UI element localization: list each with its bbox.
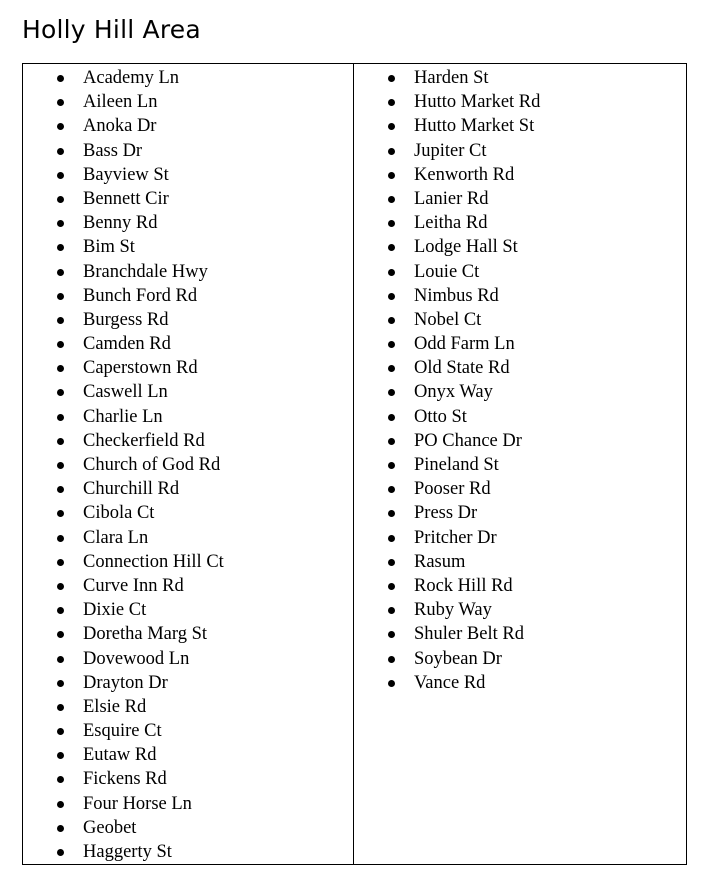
bullet-icon: [57, 196, 64, 203]
street-name: Esquire Ct: [83, 721, 162, 742]
list-item: [354, 260, 686, 284]
bullet-icon: [388, 414, 395, 421]
street-name: Dovewood Ln: [83, 648, 190, 669]
list-item: [354, 139, 686, 163]
list-item: [23, 695, 353, 719]
list-item: [23, 429, 353, 453]
street-name: Odd Farm Ln: [414, 334, 515, 355]
list-item: [23, 671, 353, 695]
bullet-icon: [57, 704, 64, 711]
list-item: [23, 622, 353, 646]
list-item: [354, 332, 686, 356]
list-item: [23, 550, 353, 574]
street-name: Caswell Ln: [83, 382, 168, 403]
bullet-icon: [57, 752, 64, 759]
list-item: [354, 308, 686, 332]
list-item: [23, 792, 353, 816]
table-cell-right-column: [354, 64, 687, 865]
bullet-icon: [57, 728, 64, 735]
list-item: [23, 840, 353, 864]
street-name: Pineland St: [414, 455, 499, 475]
street-name: Harden St: [414, 68, 489, 88]
list-item: [354, 526, 686, 550]
street-name: Branchdale Hwy: [83, 261, 208, 282]
street-name: Onyx Way: [414, 382, 493, 403]
bullet-icon: [388, 680, 395, 687]
street-name: Bass Dr: [83, 140, 143, 161]
street-name: Connection Hill Ct: [83, 551, 224, 572]
list-item: [23, 284, 353, 308]
list-item: [23, 235, 353, 259]
bullet-icon: [388, 172, 395, 179]
bullet-icon: [388, 317, 395, 324]
list-item: [23, 211, 353, 235]
street-name: Leitha Rd: [414, 213, 488, 234]
bullet-icon: [57, 220, 64, 227]
bullet-icon: [388, 656, 395, 663]
list-item: [23, 767, 353, 791]
street-name: Drayton Dr: [83, 672, 168, 693]
street-name: Otto St: [414, 406, 467, 427]
street-name: Rock Hill Rd: [414, 575, 513, 596]
street-name: Caperstown Rd: [83, 358, 198, 379]
bullet-icon: [388, 607, 395, 614]
street-name: Elsie Rd: [83, 696, 147, 717]
list-item: [354, 622, 686, 646]
list-item: [354, 598, 686, 622]
bullet-icon: [57, 656, 64, 663]
street-name: Press Dr: [414, 503, 478, 524]
bullet-icon: [57, 414, 64, 421]
street-name: Shuler Belt Rd: [414, 624, 524, 645]
street-name: Pooser Rd: [414, 479, 491, 500]
list-item: [23, 405, 353, 429]
bullet-icon: [57, 849, 64, 856]
list-item: [23, 114, 353, 138]
street-name: Lodge Hall St: [414, 237, 518, 258]
bullet-icon: [388, 244, 395, 251]
bullet-icon: [57, 365, 64, 372]
list-item: [23, 356, 353, 380]
bullet-icon: [388, 196, 395, 203]
street-name: Burgess Rd: [83, 309, 169, 330]
street-name: Vance Rd: [414, 672, 486, 693]
list-item: [354, 66, 686, 90]
street-name: Bennett Cir: [83, 188, 169, 209]
street-name: Cibola Ct: [83, 503, 155, 524]
bullet-icon: [57, 801, 64, 808]
street-name: Benny Rd: [83, 213, 158, 234]
street-name: Louie Ct: [414, 261, 480, 282]
list-item: [354, 284, 686, 308]
bullet-icon: [57, 559, 64, 566]
list-item: [354, 235, 686, 259]
bullet-icon: [57, 607, 64, 614]
bullet-icon: [57, 680, 64, 687]
bullet-icon: [57, 99, 64, 106]
street-name: Kenworth Rd: [414, 164, 515, 185]
list-item: [23, 501, 353, 525]
street-name: Soybean Dr: [414, 648, 502, 669]
street-name: Bayview St: [83, 164, 169, 185]
bullet-icon: [388, 438, 395, 445]
list-item: [23, 66, 353, 90]
bullet-icon: [57, 75, 64, 82]
bullet-icon: [57, 317, 64, 324]
bullet-icon: [57, 825, 64, 832]
bullet-icon: [57, 293, 64, 300]
list-item: [354, 453, 686, 477]
bullet-icon: [57, 438, 64, 445]
list-item: [23, 187, 353, 211]
street-name: Ruby Way: [414, 600, 492, 621]
street-name: Rasum: [414, 551, 466, 572]
bullet-icon: [388, 75, 395, 82]
street-name: Old State Rd: [414, 358, 510, 379]
list-item: [23, 598, 353, 622]
street-name: Hutto Market Rd: [414, 92, 541, 113]
list-item: [23, 574, 353, 598]
street-name: Eutaw Rd: [83, 745, 157, 766]
list-item: [23, 308, 353, 332]
list-item: [23, 90, 353, 114]
bullet-icon: [388, 510, 395, 517]
bullet-icon: [388, 220, 395, 227]
street-name: Geobet: [83, 817, 137, 838]
list-item: [23, 453, 353, 477]
bullet-icon: [57, 631, 64, 638]
street-name: Dixie Ct: [83, 600, 147, 621]
street-name: Churchill Rd: [83, 479, 180, 500]
bullet-icon: [388, 631, 395, 638]
street-name: Pritcher Dr: [414, 527, 497, 548]
list-item: [23, 743, 353, 767]
bullet-icon: [57, 123, 64, 130]
list-item: [23, 163, 353, 187]
bullet-icon: [57, 389, 64, 396]
street-name: Anoka Dr: [83, 116, 157, 137]
bullet-icon: [388, 559, 395, 566]
bullet-icon: [388, 389, 395, 396]
street-name: Fickens Rd: [83, 769, 167, 790]
street-name: Lanier Rd: [414, 188, 489, 209]
page-title: Holly Hill Area: [22, 15, 201, 44]
list-item: [23, 816, 353, 840]
street-name: Bunch Ford Rd: [83, 285, 198, 306]
list-item: [23, 647, 353, 671]
list-item: [354, 647, 686, 671]
list-item: [23, 526, 353, 550]
street-name: Haggerty St: [83, 842, 172, 862]
list-item: [354, 477, 686, 501]
street-name: Clara Ln: [83, 527, 149, 548]
bullet-icon: [388, 583, 395, 590]
bullet-icon: [388, 293, 395, 300]
list-item: [354, 380, 686, 404]
list-item: [354, 429, 686, 453]
list-item: [354, 211, 686, 235]
street-name: Curve Inn Rd: [83, 575, 184, 596]
street-name: Jupiter Ct: [414, 140, 487, 161]
list-item: [354, 550, 686, 574]
bullet-icon: [57, 510, 64, 517]
list-item: [354, 574, 686, 598]
bullet-icon: [57, 486, 64, 493]
bullet-icon: [57, 148, 64, 155]
street-list-left: [23, 64, 353, 864]
bullet-icon: [388, 535, 395, 542]
list-item: [354, 187, 686, 211]
list-item: [23, 260, 353, 284]
bullet-icon: [388, 486, 395, 493]
list-item: [23, 719, 353, 743]
bullet-icon: [57, 269, 64, 276]
list-item: [354, 114, 686, 138]
street-name: Aileen Ln: [83, 92, 158, 113]
bullet-icon: [57, 462, 64, 469]
street-name: PO Chance Dr: [414, 430, 522, 451]
bullet-icon: [57, 341, 64, 348]
bullet-icon: [57, 172, 64, 179]
list-item: [23, 139, 353, 163]
table-cell-left-column: [23, 64, 354, 865]
bullet-icon: [57, 776, 64, 783]
street-name: Four Horse Ln: [83, 793, 192, 814]
street-name: Camden Rd: [83, 334, 171, 355]
list-item: [23, 477, 353, 501]
bullet-icon: [388, 99, 395, 106]
street-name: Nobel Ct: [414, 309, 482, 330]
street-name: Bim St: [83, 237, 135, 258]
bullet-icon: [57, 583, 64, 590]
list-item: [23, 380, 353, 404]
street-table: [22, 63, 687, 865]
bullet-icon: [57, 535, 64, 542]
street-name: Church of God Rd: [83, 455, 221, 475]
street-list-right: [354, 64, 686, 695]
list-item: [354, 405, 686, 429]
street-name: Academy Ln: [83, 68, 180, 88]
street-name: Checkerfield Rd: [83, 430, 205, 451]
list-item: [354, 671, 686, 695]
street-name: Doretha Marg St: [83, 624, 207, 645]
bullet-icon: [388, 269, 395, 276]
list-item: [354, 90, 686, 114]
street-name: Nimbus Rd: [414, 285, 499, 306]
bullet-icon: [388, 123, 395, 130]
street-name: Hutto Market St: [414, 116, 535, 137]
list-item: [23, 332, 353, 356]
bullet-icon: [388, 462, 395, 469]
list-item: [354, 356, 686, 380]
street-name: Charlie Ln: [83, 406, 163, 427]
bullet-icon: [388, 148, 395, 155]
bullet-icon: [388, 365, 395, 372]
table-row: [23, 64, 687, 865]
list-item: [354, 163, 686, 187]
list-item: [354, 501, 686, 525]
bullet-icon: [57, 244, 64, 251]
bullet-icon: [388, 341, 395, 348]
